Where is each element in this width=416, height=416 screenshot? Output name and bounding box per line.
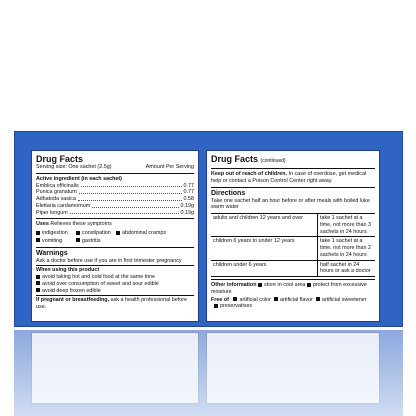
when-using-text: avoid over consumption of sweet and sour edible bbox=[42, 280, 159, 287]
checkbox-icon bbox=[233, 297, 237, 301]
checkbox-icon bbox=[36, 281, 40, 285]
when-using-text: avoid taking hot and cold food at the same time bbox=[42, 274, 155, 280]
active-ingredient-header: Active ingredient (in each sachet) bbox=[36, 175, 122, 182]
pregnant-bold: If pregnant or breastfeeding, bbox=[36, 297, 110, 304]
ingredient-list bbox=[36, 183, 194, 217]
checkbox-icon bbox=[116, 231, 120, 235]
warnings-pregnancy: Ask a doctor before use if you are in first trimester pregnancy bbox=[36, 257, 182, 264]
continued-label: (continued) bbox=[260, 158, 286, 164]
ingredient-amount: 0.77 bbox=[183, 189, 194, 196]
ingredient-row bbox=[36, 210, 194, 217]
when-using-item bbox=[36, 281, 194, 288]
pregnant-rest: ask a health professional before use. bbox=[36, 297, 188, 310]
free-of-label: Free of bbox=[211, 296, 229, 303]
when-using-item bbox=[36, 288, 194, 295]
directions-text: Take one sachet half an hour before or after meals with boiled luke warm water bbox=[211, 197, 370, 211]
checkbox-icon bbox=[36, 231, 40, 235]
other-text: store in cool area bbox=[264, 282, 306, 288]
symptom-label: gastritis bbox=[82, 237, 101, 244]
drug-facts-panel-right bbox=[206, 150, 380, 322]
symptom-item bbox=[36, 230, 76, 237]
checkbox-icon bbox=[274, 297, 278, 301]
free-of-list bbox=[211, 297, 375, 311]
symptom-label: vomiting bbox=[42, 237, 63, 244]
dosage-group: adults and children 12 years and over bbox=[211, 214, 317, 237]
ingredient-row bbox=[36, 196, 194, 203]
checkbox-icon bbox=[36, 275, 40, 279]
pregnant-note bbox=[36, 297, 194, 311]
other-information bbox=[211, 282, 375, 296]
ingredient-name: Punica granatum bbox=[36, 189, 77, 196]
symptom-label: constipation bbox=[82, 230, 111, 236]
when-using-text: avoid deep frozen edible bbox=[42, 287, 101, 294]
ingredient-row bbox=[36, 203, 194, 210]
serving-size: Serving size: One sachet (2.5g) bbox=[36, 164, 112, 170]
checkbox-icon bbox=[36, 288, 40, 292]
other-text-2: protect from excessive moisture bbox=[211, 282, 367, 295]
keep-out-note bbox=[211, 171, 375, 185]
checkbox-icon bbox=[316, 297, 320, 301]
dosage-amount: take 1 sachet at a time, not more than 3 sachets in 24 hours bbox=[317, 214, 375, 237]
uses-title: Uses bbox=[36, 221, 49, 228]
ingredient-name: Emblica officinalis bbox=[36, 182, 79, 189]
checkbox-icon bbox=[76, 231, 80, 235]
directions-title: Directions bbox=[211, 189, 246, 197]
when-using-item bbox=[36, 274, 194, 281]
ingredient-name: Elettaria cardamomum bbox=[36, 202, 91, 209]
checkbox-icon bbox=[36, 238, 40, 242]
other-label: Other information bbox=[211, 282, 257, 288]
checkbox-icon bbox=[307, 283, 311, 287]
keep-rest: In case of overdose, get medical help or contact a Poison Control Center right away. bbox=[211, 171, 367, 184]
dosage-table bbox=[211, 213, 375, 277]
ingredient-amount: 0.77 bbox=[183, 182, 194, 189]
symptom-item bbox=[76, 230, 116, 237]
symptom-item bbox=[76, 238, 116, 245]
ingredient-name: Adhatoda vasica bbox=[36, 196, 76, 202]
ingredient-name: Piper longum bbox=[36, 209, 68, 216]
ingredient-amount: 0.58 bbox=[183, 196, 194, 202]
dosage-group: children 6 years to under 12 years bbox=[211, 237, 317, 260]
symptom-list bbox=[36, 230, 194, 245]
ingredient-amount: 0.19g bbox=[180, 202, 194, 209]
checkbox-icon bbox=[258, 283, 262, 287]
dosage-amount: half sachet in 24 hours or ask a doctor bbox=[317, 261, 375, 278]
reflection bbox=[14, 330, 403, 416]
amount-header: Amount Per Serving bbox=[145, 164, 194, 170]
symptom-label: abdominal cramps bbox=[122, 230, 167, 236]
free-of-item: artificial color bbox=[239, 296, 271, 303]
keep-bold: Keep out of reach of children. bbox=[211, 171, 288, 177]
symptom-item bbox=[116, 230, 186, 237]
drug-facts-title: Drug Facts bbox=[36, 154, 84, 164]
drug-facts-title-right: Drug Facts bbox=[211, 154, 259, 164]
free-of-item: preservatives bbox=[220, 303, 253, 310]
checkbox-icon bbox=[214, 304, 218, 308]
free-of-item: artificial sweetener bbox=[321, 296, 367, 303]
drug-facts-panel-left bbox=[31, 150, 199, 322]
ingredient-row bbox=[36, 183, 194, 190]
warnings-title: Warnings bbox=[36, 249, 68, 257]
ingredient-row bbox=[36, 189, 194, 196]
dosage-amount: take 1 sachet at a time, not more than 2 sachets in 24 hours bbox=[317, 237, 375, 260]
symptom-item bbox=[36, 238, 76, 245]
uses-subtitle: Relieves these symptoms bbox=[50, 221, 112, 228]
checkbox-icon bbox=[76, 238, 80, 242]
when-using-heading: When using this product bbox=[36, 267, 100, 274]
when-using-list bbox=[36, 274, 194, 294]
symptom-label: indigestion bbox=[42, 230, 68, 236]
dosage-group: children under 6 years bbox=[211, 261, 317, 278]
ingredient-amount: 0.19g bbox=[180, 209, 194, 216]
free-of-item: artificial flavor bbox=[279, 296, 313, 303]
